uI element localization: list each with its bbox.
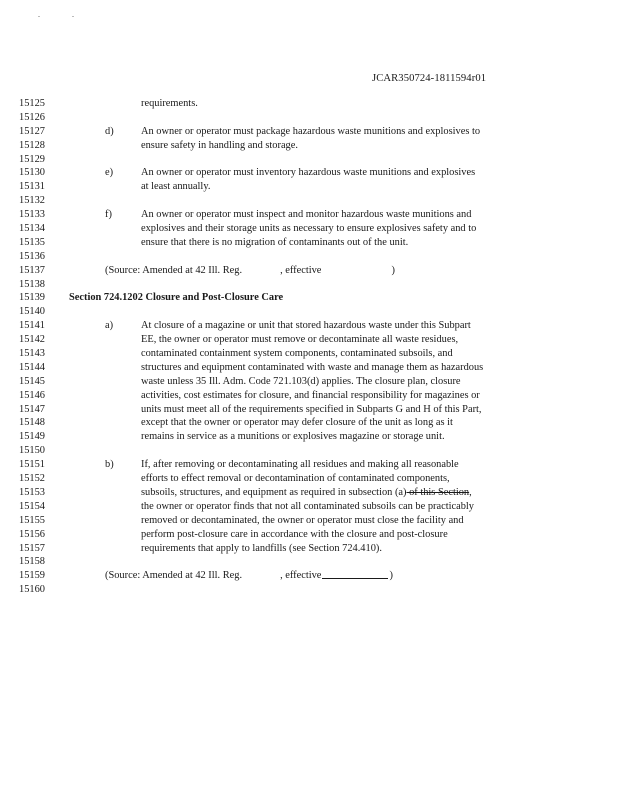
line-text <box>141 222 476 236</box>
line-text-after: , <box>469 486 472 498</box>
line-text <box>141 514 464 528</box>
source-prefix: (Source: Amended at 42 Ill. Reg. <box>105 264 243 276</box>
document-line <box>0 514 618 528</box>
line-number: 15160 <box>19 584 45 596</box>
line-number: 15153 <box>19 486 45 498</box>
line-number: 15147 <box>19 403 45 415</box>
line-text-main: ensure that there is no migration of contaminants out of the unit. <box>141 236 409 248</box>
document-line <box>0 194 618 208</box>
document-line <box>0 208 618 222</box>
document-line <box>0 166 618 180</box>
line-text-main: If, after removing or decontaminating all residues and making all reasonable <box>141 459 459 471</box>
line-text <box>141 347 453 361</box>
line-text-main: An owner or operator must inventory hazardous waste munitions and explosives <box>141 167 476 179</box>
line-number: 15156 <box>19 528 45 540</box>
line-text <box>141 361 483 375</box>
line-text-main: removed or decontaminated, the owner or operator must close the facility and <box>141 514 464 526</box>
line-number: 15159 <box>19 570 45 582</box>
document-line <box>0 319 618 333</box>
document-line <box>0 555 618 569</box>
line-number: 15140 <box>19 306 45 318</box>
document-line <box>0 291 618 305</box>
line-number: 15139 <box>19 292 45 304</box>
line-text <box>141 542 382 556</box>
line-text-main: At closure of a magazine or unit that stored hazardous waste under this Subpart <box>141 320 471 332</box>
line-text-main: ensure safety in handling and storage. <box>141 139 298 151</box>
document-line <box>0 416 618 430</box>
subsection-label: e) <box>105 167 114 179</box>
document-line <box>0 389 618 403</box>
line-number: 15133 <box>19 209 45 221</box>
line-text <box>141 416 453 430</box>
line-text-main: except that the owner or operator may defer closure of the unit as long as it <box>141 417 453 429</box>
document-line <box>0 111 618 125</box>
line-number: 15134 <box>19 223 45 235</box>
source-note <box>105 264 395 278</box>
line-number: 15125 <box>19 98 45 109</box>
source-note <box>105 569 393 583</box>
line-number: 15130 <box>19 167 45 179</box>
line-number: 15145 <box>19 375 45 387</box>
document-line <box>0 486 618 500</box>
line-text <box>141 403 482 417</box>
line-text-main: requirements that apply to landfills (see Section 724.410). <box>141 542 382 554</box>
struck-text: of this Section <box>406 486 470 498</box>
line-text <box>141 208 471 222</box>
line-text <box>141 458 459 472</box>
subsection-label: a) <box>105 320 114 332</box>
line-text <box>141 139 298 153</box>
section-heading: Section 724.1202 Closure and Post-Closure Care <box>69 292 284 304</box>
line-number: 15154 <box>19 500 45 512</box>
subsection-label: b) <box>105 459 114 471</box>
source-effective: , effective <box>280 264 322 276</box>
line-text-main: the owner or operator finds that not all contaminated subsoils can be practicably <box>141 500 474 512</box>
line-text <box>141 333 458 347</box>
document-line <box>0 264 618 278</box>
line-text-main: structures and equipment contaminated with waste and manage them as hazardous <box>141 361 484 373</box>
line-text <box>141 319 471 333</box>
line-text <box>141 166 475 180</box>
line-number: 15151 <box>19 459 45 471</box>
line-text-main: contaminated containment system components, contaminated subsoils, and <box>141 348 453 360</box>
line-text <box>141 97 198 111</box>
document-line <box>0 347 618 361</box>
document-line <box>0 278 618 292</box>
document-line <box>0 542 618 556</box>
line-number: 15155 <box>19 514 45 526</box>
line-text-main: waste unless 35 Ill. Adm. Code 721.103(d) applies. The closure plan, closure <box>141 375 461 387</box>
line-text <box>141 180 210 194</box>
scan-speck <box>72 16 74 17</box>
document-line <box>0 583 618 597</box>
line-number: 15157 <box>19 542 45 554</box>
document-line <box>0 236 618 250</box>
line-text <box>141 486 472 500</box>
document-line <box>0 375 618 389</box>
document-line <box>0 333 618 347</box>
document-line <box>0 403 618 417</box>
line-number: 15142 <box>19 334 45 346</box>
line-number: 15129 <box>19 153 45 165</box>
line-number: 15141 <box>19 320 45 332</box>
line-text <box>141 389 480 403</box>
source-close-paren: ) <box>391 264 395 276</box>
scan-speck <box>38 16 40 17</box>
line-text <box>141 528 448 542</box>
line-number: 15126 <box>19 111 45 123</box>
line-text-main: remains in service as a munitions or explosives magazine or storage unit. <box>141 431 445 443</box>
line-number: 15150 <box>19 445 45 457</box>
source-prefix: (Source: Amended at 42 Ill. Reg. <box>105 570 243 582</box>
line-number: 15127 <box>19 125 45 137</box>
document-line <box>0 97 618 111</box>
line-number: 15158 <box>19 556 45 568</box>
line-text-main: units must meet all of the requirements specified in Subparts G and H of this Part, <box>141 403 482 415</box>
document-line <box>0 528 618 542</box>
line-text <box>141 375 461 389</box>
line-text <box>141 430 445 444</box>
line-number: 15135 <box>19 236 45 248</box>
line-number: 15146 <box>19 389 45 401</box>
line-number: 15131 <box>19 181 45 193</box>
document-line <box>0 458 618 472</box>
line-number: 15138 <box>19 278 45 290</box>
document-line <box>0 125 618 139</box>
line-text-main: An owner or operator must package hazardous waste munitions and explosives to <box>141 125 481 137</box>
document-id: JCAR350724-1811594r01 <box>372 73 487 84</box>
line-text <box>141 500 474 514</box>
document-line <box>0 305 618 319</box>
line-text-main: requirements. <box>141 98 198 109</box>
line-number: 15149 <box>19 431 45 443</box>
line-text-main: An owner or operator must inspect and monitor hazardous waste munitions and <box>141 209 472 221</box>
line-number: 15143 <box>19 348 45 360</box>
line-number: 15137 <box>19 264 45 276</box>
line-number: 15152 <box>19 473 45 485</box>
line-number: 15132 <box>19 195 45 207</box>
document-line <box>0 444 618 458</box>
line-text <box>141 236 408 250</box>
line-number: 15136 <box>19 250 45 262</box>
document-line <box>0 472 618 486</box>
document-line <box>0 361 618 375</box>
line-text-main: explosives and their storage units as necessary to ensure explosives safety and to <box>141 223 477 235</box>
line-number: 15128 <box>19 139 45 151</box>
document-line <box>0 250 618 264</box>
line-number: 15144 <box>19 361 45 373</box>
document-line <box>0 569 618 583</box>
line-text <box>141 472 450 486</box>
document-line <box>0 139 618 153</box>
line-text-main: perform post-closure care in accordance with the closure and post-closure <box>141 528 448 540</box>
line-text-main: subsoils, structures, and equipment as required in subsection (a) <box>141 486 407 498</box>
line-text-main: at least annually. <box>141 181 211 193</box>
subsection-label: f) <box>105 209 112 221</box>
line-text-main: EE, the owner or operator must remove or decontaminate all waste residues, <box>141 334 459 346</box>
document-line <box>0 222 618 236</box>
document-body <box>0 97 618 597</box>
source-effective: , effective <box>280 570 322 582</box>
document-line <box>0 153 618 167</box>
line-text <box>141 125 480 139</box>
document-line <box>0 430 618 444</box>
source-close-paren: ) <box>389 570 393 582</box>
line-text-main: activities, cost estimates for closure, and financial responsibility for magazines or <box>141 389 480 401</box>
line-number: 15148 <box>19 417 45 429</box>
document-line <box>0 180 618 194</box>
subsection-label: d) <box>105 125 114 137</box>
document-line <box>0 500 618 514</box>
line-text-main: efforts to effect removal or decontamination of contaminated components, <box>141 473 450 485</box>
